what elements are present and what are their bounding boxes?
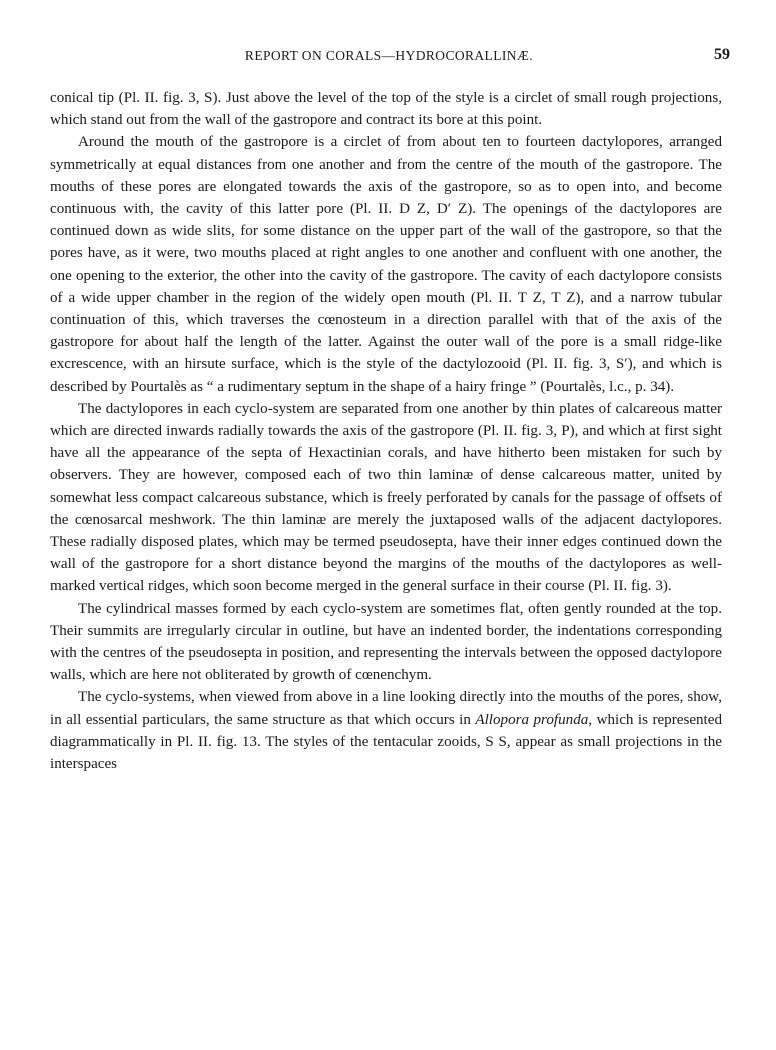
paragraph-5-text-before: The cyclo-systems, when viewed from above in a line looking directly into the mouths of the pores, show, in all essential particulars, the same structure as that which occurs in <box>50 689 722 728</box>
page-number: 59 <box>714 46 730 63</box>
paragraph-5-text-after: , which is represented diagrammatically in Pl. II. fig. 13. The styles of the tentacular zooids, S S, appear as small projections in the interspaces <box>50 711 723 773</box>
paragraph-5 <box>50 686 722 775</box>
paragraph-4: The cylindrical masses formed by each cyclo-system are sometimes flat, often gently rounded at the top. Their summits are irregularly circular in outline, but have an indented border, the indentations corresponding with the centres of the pseudosepta in position, and representing the intervals between the opposed dactylopore walls, which are here not obliterated by growth of cœnenchym. <box>50 600 722 684</box>
species-name: Allopora profunda <box>475 711 589 728</box>
running-head: REPORT ON CORALS—HYDROCORALLINÆ. <box>244 48 534 63</box>
paragraph-3: The dactylopores in each cyclo-system are separated from one another by thin plates of calcareous matter which are directed inwards radially towards the axis of the gastropore (Pl. II. fig. 3, P), and which at first sight have all the appearance of the septa of Hexactinian corals, and have hitherto been mistaken for such by observers. They are however, composed each of two thin laminæ of dense calcareous matter, united by somewhat less compact calcareous substance, which is freely perforated by canals for the passage of offsets of the cœnosarcal meshwork. The thin laminæ are merely the juxtaposed walls of the adjacent dactylopores. These radially disposed plates, which may be termed pseudosepta, have their inner edges continued down the wall of the gastropore for a short distance beyond the margins of the mouths of the dactylopores as well-marked vertical ridges, which soon become merged in the general surface in their course (Pl. II. fig. 3). <box>50 400 722 595</box>
page-header <box>48 48 730 68</box>
body-text <box>50 87 722 775</box>
paragraph-2: Around the mouth of the gastropore is a circlet of from about ten to fourteen dactylopores, arranged symmetrically at equal distances from one another and from the centre of the mouth of the gastropore. The mouths of these pores are elongated towards the axis of the gastropore, so as to open into, and become continuous with, the cavity of this latter pore (Pl. II. D Z, D′ Z). The openings of the dactylopores are continued down as wide slits, for some distance on the upper part of the wall of the gastropore, so that the pores have, as it were, two mouths placed at right angles to one another and confluent with one another, the one opening to the exterior, the other into the cavity of the gastropore. The cavity of each dactylopore consists of a wide upper chamber in the region of the widely open mouth (Pl. II. T Z, T Z), and a narrow tubular continuation of this, which traverses the cœnosteum in a direction parallel with that of the axis of the gastropore for about half the length of the latter. Against the outer wall of the pore is a small ridge-like excrescence, with an hirsute surface, which is the style of the dactylozooid (Pl. II. fig. 3, S′), and which is described by Pourtalès as “ a rudimentary septum in the shape of a hairy fringe ” (Pourtalès, l.c., p. 34). <box>50 134 722 395</box>
paragraph-1: conical tip (Pl. II. fig. 3, S). Just above the level of the top of the style is a circlet of small rough projections, which stand out from the wall of the gastropore and contract its bore at this point. <box>50 90 722 129</box>
